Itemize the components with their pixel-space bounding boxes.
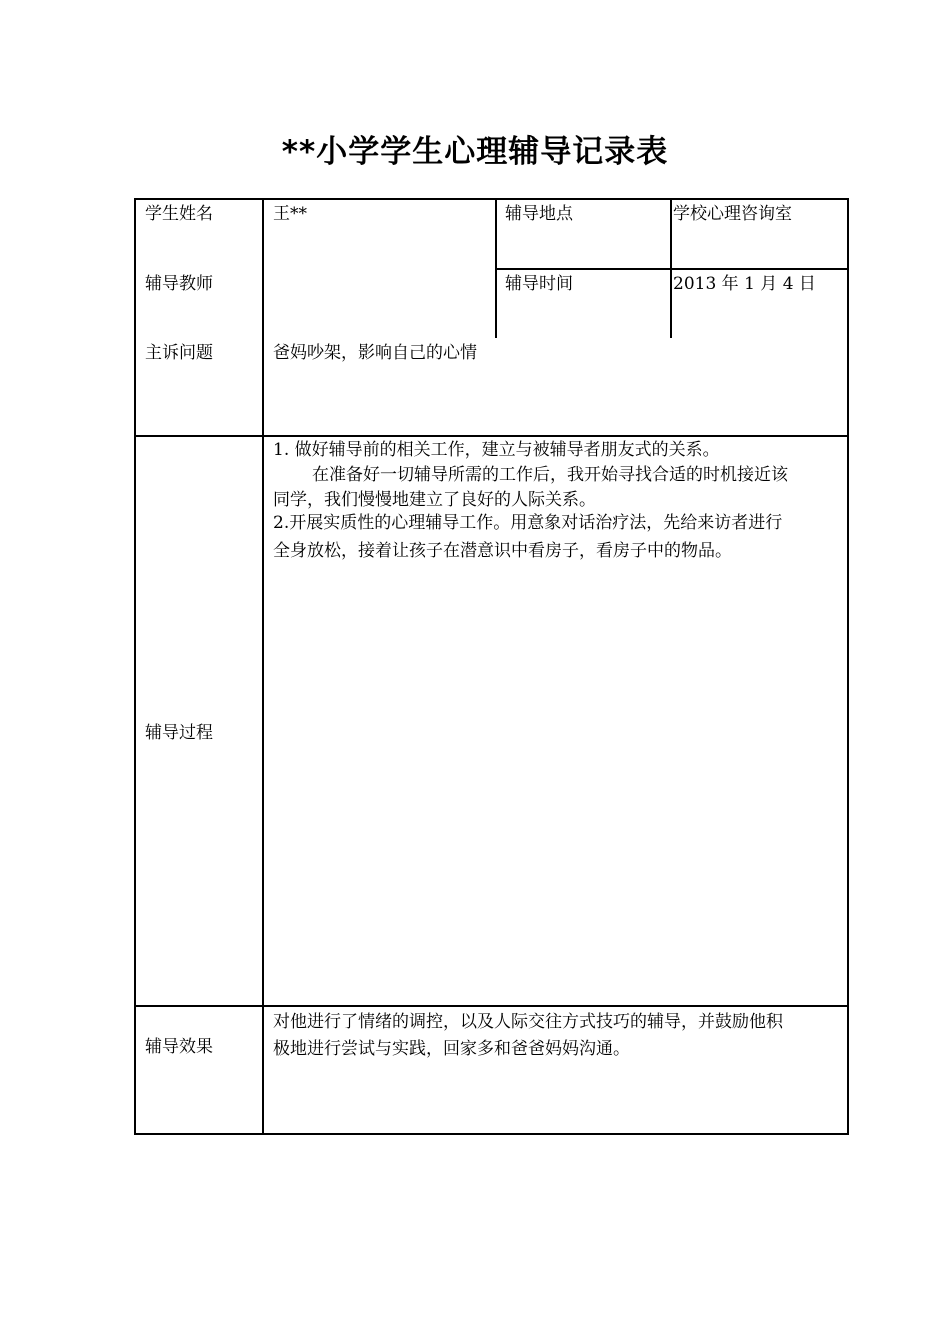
label-column-divider [262,198,264,1135]
table-border-left [134,198,136,1135]
process-line-5: 全身放松，接着让孩子在潜意识中看房子，看房子中的物品。 [273,541,732,561]
process-line-4: 2.开展实质性的心理辅导工作。用意象对话治疗法，先给来访者进行 [273,513,783,533]
effect-line-1: 对他进行了情绪的调控，以及人际交往方式技巧的辅导，并鼓励他积 [273,1012,783,1032]
page-title: **小学学生心理辅导记录表 [281,134,669,170]
time-label: 辅导时间 [505,274,573,294]
effect-label: 辅导效果 [145,1037,213,1057]
complaint-value: 爸妈吵架，影响自己的心情 [273,343,477,363]
location-value: 学校心理咨询室 [673,204,792,224]
table-border-top [134,198,849,200]
time-value: 2013 年 1 月 4 日 [673,274,816,294]
process-line-3: 同学，我们慢慢地建立了良好的人际关系。 [273,490,596,510]
teacher-label: 辅导教师 [145,274,213,294]
process-line-2: 在准备好一切辅导所需的工作后，我开始寻找合适的时机接近该 [312,465,788,485]
location-label: 辅导地点 [505,204,573,224]
table-border-right [847,198,849,1135]
section-divider-effect [134,1005,849,1007]
process-label: 辅导过程 [145,723,213,743]
info-row-divider [495,268,849,270]
student-name-label: 学生姓名 [145,204,213,224]
table-border-bottom [134,1133,849,1135]
complaint-label: 主诉问题 [145,343,213,363]
effect-line-2: 极地进行尝试与实践，回家多和爸爸妈妈沟通。 [273,1039,630,1059]
student-name-value: 王** [273,204,307,224]
process-line-1: 1. 做好辅导前的相关工作，建立与被辅导者朋友式的关系。 [273,440,720,460]
